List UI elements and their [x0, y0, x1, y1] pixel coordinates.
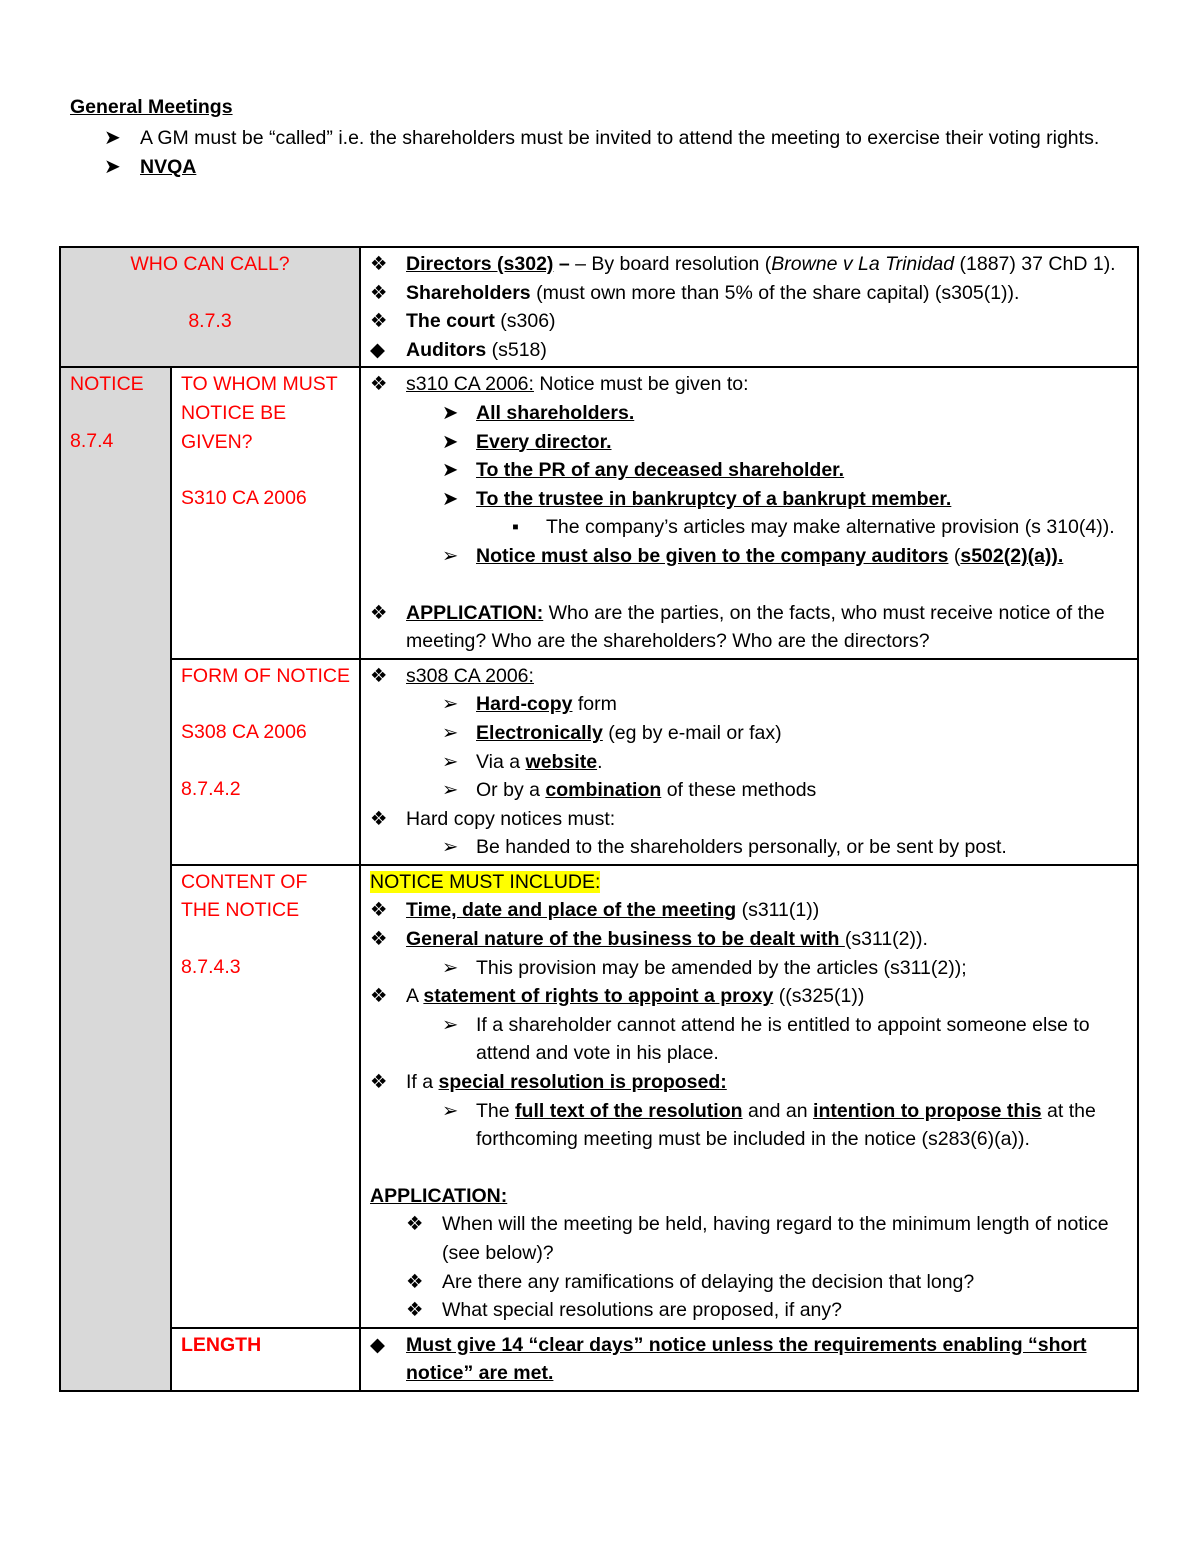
who-ref: 8.7.3: [188, 309, 232, 332]
diamond-bullet-icon: ❖: [406, 1213, 424, 1236]
to-whom-label: TO WHOM MUST NOTICE BE GIVEN?: [181, 373, 338, 453]
arrow-bullet-icon: ➤: [442, 401, 459, 424]
content-ref: 8.7.4.3: [181, 956, 241, 979]
intro-list: [104, 124, 1134, 182]
intro-item: [104, 153, 1134, 182]
diamond-bullet-icon: ❖: [370, 281, 388, 304]
outline-arrow-bullet-icon: ➢: [442, 1099, 459, 1122]
arrow-bullet-icon: ➤: [442, 487, 459, 510]
form-content-cell: [360, 659, 1138, 865]
list-item: ❖ s310 CA 2006: Notice must be given to:: [370, 370, 1128, 399]
who-label: WHO CAN CALL?: [130, 253, 290, 275]
list-item: ➢ Hard-copy form: [370, 690, 1128, 719]
highlighted-text: NOTICE MUST INCLUDE:: [370, 870, 601, 893]
outline-arrow-bullet-icon: ➢: [442, 1013, 459, 1036]
list-item: ◆ Must give 14 “clear days” notice unless the requirements enabling “short notice” are met.: [370, 1331, 1128, 1388]
diamond-bullet-icon: ❖: [370, 373, 388, 396]
list-item: ❖ s308 CA 2006:: [370, 662, 1128, 691]
arrow-bullet-icon: ➤: [104, 156, 121, 178]
content-label: CONTENT OF THE NOTICE: [181, 870, 308, 922]
diamond-bullet-icon: ❖: [406, 1299, 424, 1322]
list-item: ❖ General nature of the business to be dealt with (s311(2)).: [370, 925, 1128, 954]
notice-ref: 8.7.4: [70, 429, 114, 452]
outline-arrow-bullet-icon: ➢: [442, 836, 459, 859]
arrow-bullet-icon: ➤: [104, 127, 121, 149]
table-row: [60, 1328, 1138, 1391]
to-whom-content-cell: [360, 367, 1138, 658]
page-heading: General Meetings: [70, 96, 233, 118]
table-row: [60, 367, 1138, 658]
diamond-bullet-icon: ❖: [370, 985, 388, 1008]
length-label: LENGTH: [181, 1333, 262, 1356]
application-label: APPLICATION:: [370, 1184, 508, 1207]
list-item: ➤ To the trustee in bankruptcy of a bankrupt member.: [370, 485, 1128, 514]
diamond-bullet-icon: ❖: [370, 664, 388, 687]
outline-arrow-bullet-icon: ➢: [442, 721, 459, 744]
arrow-bullet-icon: ➤: [442, 430, 459, 453]
arrow-bullet-icon: ➤: [442, 459, 459, 482]
list-item: ❖ Shareholders (must own more than 5% of the share capital) (s305(1)).: [370, 279, 1128, 308]
list-item: ❖ APPLICATION: Who are the parties, on the facts, who must receive notice of the meeting? Who are the shareholders? Who are the directors?: [370, 599, 1128, 656]
list-item: ➢ The full text of the resolution and an intention to propose this at the forthcoming meeting must be included in the notice (s283(6)(a)).: [370, 1097, 1128, 1154]
list-item: ❖ Time, date and place of the meeting (s311(1)): [370, 896, 1128, 925]
who-label-cell: [60, 247, 360, 367]
content-label-cell: [171, 865, 360, 1328]
content-content-cell: [360, 865, 1138, 1328]
intro-text: A GM must be “called” i.e. the shareholders must be invited to attend the meeting to exercise their voting rights.: [140, 127, 1100, 149]
outline-arrow-bullet-icon: ➢: [442, 750, 459, 773]
form-ref: 8.7.4.2: [181, 777, 241, 800]
diamond-bullet-icon: ❖: [406, 1270, 424, 1293]
list-item: ❖ A statement of rights to appoint a proxy ((s325(1)): [370, 982, 1128, 1011]
list-item: ▪ The company’s articles may make alternative provision (s 310(4)).: [370, 513, 1128, 542]
table-row: [60, 659, 1138, 865]
form-ref: S308 CA 2006: [181, 721, 307, 744]
list-item: ❖ If a special resolution is proposed:: [370, 1068, 1128, 1097]
diamond-bullet-icon: ❖: [370, 1071, 388, 1094]
list-item: ❖ When will the meeting be held, having regard to the minimum length of notice (see below)?: [370, 1210, 1128, 1267]
list-item: ❖ What special resolutions are proposed, if any?: [370, 1296, 1128, 1325]
list-item: ❖ Directors (s302) – – By board resolution (Browne v La Trinidad (1887) 37 ChD 1).: [370, 250, 1128, 279]
table-row: [60, 865, 1138, 1328]
list-item: ➢ If a shareholder cannot attend he is entitled to appoint someone else to attend and vote in his place.: [370, 1011, 1128, 1068]
list-item: ➢ Electronically (eg by e-mail or fax): [370, 719, 1128, 748]
list-item: ➢ Be handed to the shareholders personally, or be sent by post.: [370, 833, 1128, 862]
list-item: ◆ Auditors (s518): [370, 336, 1128, 365]
outline-arrow-bullet-icon: ➢: [442, 544, 459, 567]
diamond-bullet-icon: ❖: [370, 601, 388, 624]
to-whom-ref: S310 CA 2006: [181, 487, 307, 510]
to-whom-label-cell: [171, 367, 360, 658]
diamond-bullet-icon: ❖: [370, 899, 388, 922]
outline-arrow-bullet-icon: ➢: [442, 693, 459, 716]
diamond-bullet-icon: ❖: [370, 928, 388, 951]
list-item: ➢ Or by a combination of these methods: [370, 776, 1128, 805]
diamond-bullet-icon: ❖: [370, 807, 388, 830]
diamond-bullet-icon: ❖: [370, 310, 388, 333]
form-label: FORM OF NOTICE: [181, 664, 350, 687]
list-item: ➢ Notice must also be given to the company auditors (s502(2)(a)).: [370, 542, 1128, 571]
who-content-cell: [360, 247, 1138, 367]
length-label-cell: [171, 1328, 360, 1391]
notice-label-cell: [60, 367, 171, 1391]
outline-arrow-bullet-icon: ➢: [442, 779, 459, 802]
square-bullet-icon: ▪: [512, 516, 519, 539]
list-item: ➢ Via a website.: [370, 748, 1128, 777]
general-meetings-table: [59, 246, 1139, 1392]
solid-diamond-bullet-icon: ◆: [370, 338, 386, 361]
list-item: [370, 1182, 1128, 1211]
length-content-cell: [360, 1328, 1138, 1391]
solid-diamond-bullet-icon: ◆: [370, 1333, 386, 1356]
list-item: ➤ To the PR of any deceased shareholder.: [370, 456, 1128, 485]
intro-text: NVQA: [140, 156, 197, 178]
list-item: ❖ The court (s306): [370, 307, 1128, 336]
list-item: ❖ Hard copy notices must:: [370, 805, 1128, 834]
table-row: [60, 247, 1138, 367]
diamond-bullet-icon: ❖: [370, 253, 388, 275]
list-item: [370, 868, 1128, 897]
list-item: ➤ Every director.: [370, 428, 1128, 457]
notice-label: NOTICE: [70, 373, 144, 396]
form-label-cell: [171, 659, 360, 865]
outline-arrow-bullet-icon: ➢: [442, 956, 459, 979]
intro-item: [104, 124, 1134, 153]
list-item: ❖ Are there any ramifications of delaying the decision that long?: [370, 1268, 1128, 1297]
list-item: ➢ This provision may be amended by the articles (s311(2));: [370, 954, 1128, 983]
list-item: ➤ All shareholders.: [370, 399, 1128, 428]
